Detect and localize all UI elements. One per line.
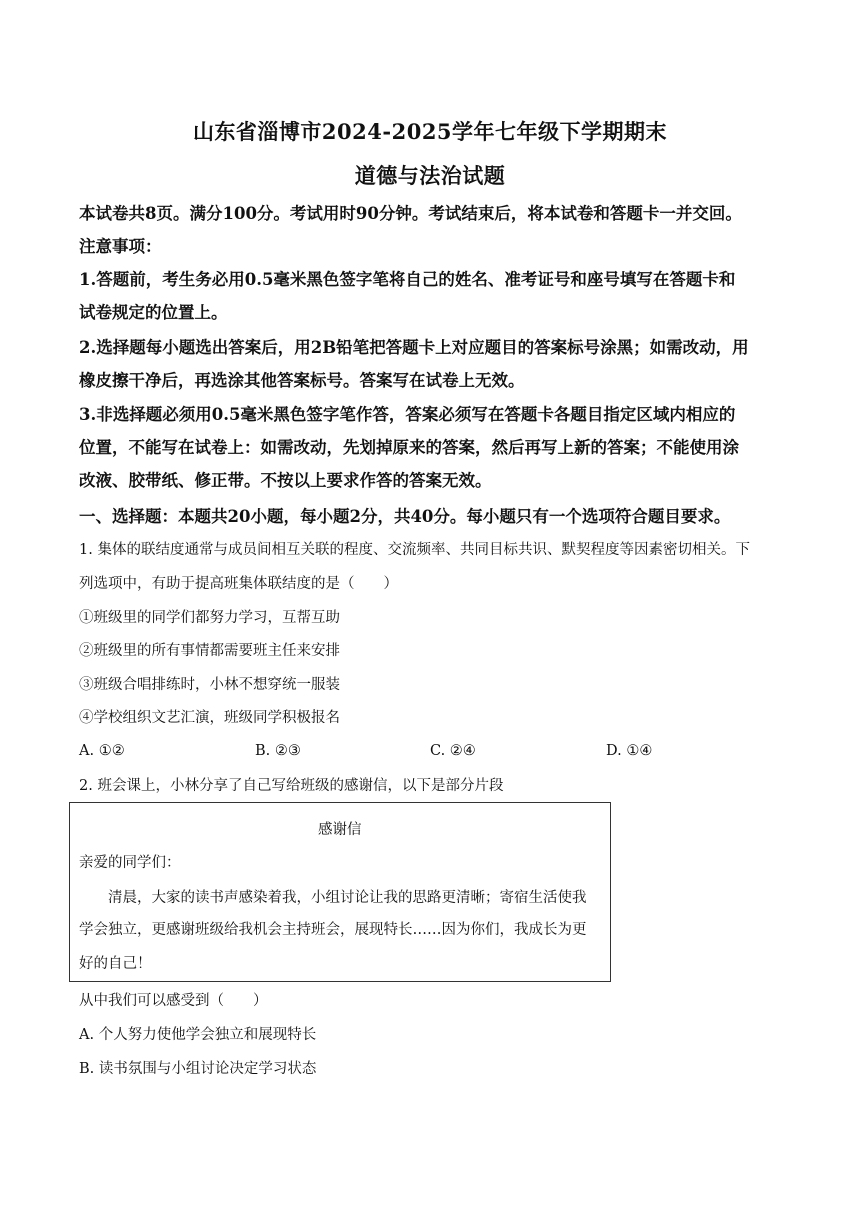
q1-option-a: A. ①② (79, 743, 125, 759)
letter-body-line-1: 清晨，大家的读书声感染着我，小组讨论让我的思路更清晰；寄宿生活使我 (108, 890, 587, 906)
q1-item-3: ③班级合唱排练时，小林不想穿统一服装 (79, 677, 340, 693)
notice-2-line-1: 2.选择题每小题选出答案后，用2B铅笔把答题卡上对应题目的答案标号涂黑；如需改动，用 (79, 338, 749, 357)
q1-option-b: B. ②③ (255, 743, 301, 759)
notice-3-line-1: 3.非选择题必须用0.5毫米黑色签字笔作答，答案必须写在答题卡各题目指定区域内相应的 (79, 405, 736, 424)
notice-heading: 注意事项： (79, 237, 162, 256)
exam-subtitle: 道德与法治试题 (354, 163, 506, 188)
q1-item-4: ④学校组织文艺汇演，班级同学积极报名 (79, 710, 340, 726)
q2-option-b: B. 读书氛围与小组讨论决定学习状态 (79, 1061, 317, 1077)
letter-title: 感谢信 (318, 822, 362, 838)
notice-1-line-2: 试卷规定的位置上。 (79, 303, 228, 322)
q1-stem-line-2: 列选项中，有助于提高班集体联结度的是（ ） (79, 576, 398, 592)
section-heading: 一、选择题：本题共20小题，每小题2分，共40分。每小题只有一个选项符合题目要求。 (79, 507, 731, 526)
q1-option-c: C. ②④ (430, 743, 476, 759)
notice-3-line-2: 位置，不能写在试卷上：如需改动，先划掉原来的答案，然后再写上新的答案；不能使用涂 (79, 438, 739, 457)
letter-body-line-3: 好的自己！ (79, 956, 152, 972)
notice-2-line-2: 橡皮擦干净后，再选涂其他答案标号。答案写在试卷上无效。 (79, 371, 525, 390)
q2-option-a: A. 个人努力使他学会独立和展现特长 (79, 1027, 317, 1043)
q1-item-1: ①班级里的同学们都努力学习，互帮互助 (79, 610, 340, 626)
notice-1-line-1: 1.答题前，考生务必用0.5毫米黑色签字笔将自己的姓名、准考证号和座号填写在答题卡和 (79, 270, 736, 289)
q1-option-d: D. ①④ (606, 743, 653, 759)
q1-stem-line-1: 1. 集体的联结度通常与成员间相互关联的程度、交流频率、共同目标共识、默契程度等因素密切相关。下 (79, 542, 750, 558)
notice-3-line-3: 改液、胶带纸、修正带。不按以上要求作答的答案无效。 (79, 471, 492, 490)
letter-salutation: 亲爱的同学们： (79, 855, 181, 871)
letter-body-line-2: 学会独立，更感谢班级给我机会主持班会，展现特长……因为你们，我成长为更 (79, 922, 587, 938)
q1-item-2: ②班级里的所有事情都需要班主任来安排 (79, 643, 340, 659)
exam-title: 山东省淄博市2024-2025学年七年级下学期期末 (192, 119, 668, 144)
q2-stem: 2. 班会课上，小林分享了自己写给班级的感谢信，以下是部分片段 (79, 778, 504, 794)
q2-prompt: 从中我们可以感受到（ ） (79, 993, 268, 1009)
intro-text: 本试卷共8页。满分100分。考试用时90分钟。考试结束后，将本试卷和答题卡一并交回。 (79, 204, 742, 223)
